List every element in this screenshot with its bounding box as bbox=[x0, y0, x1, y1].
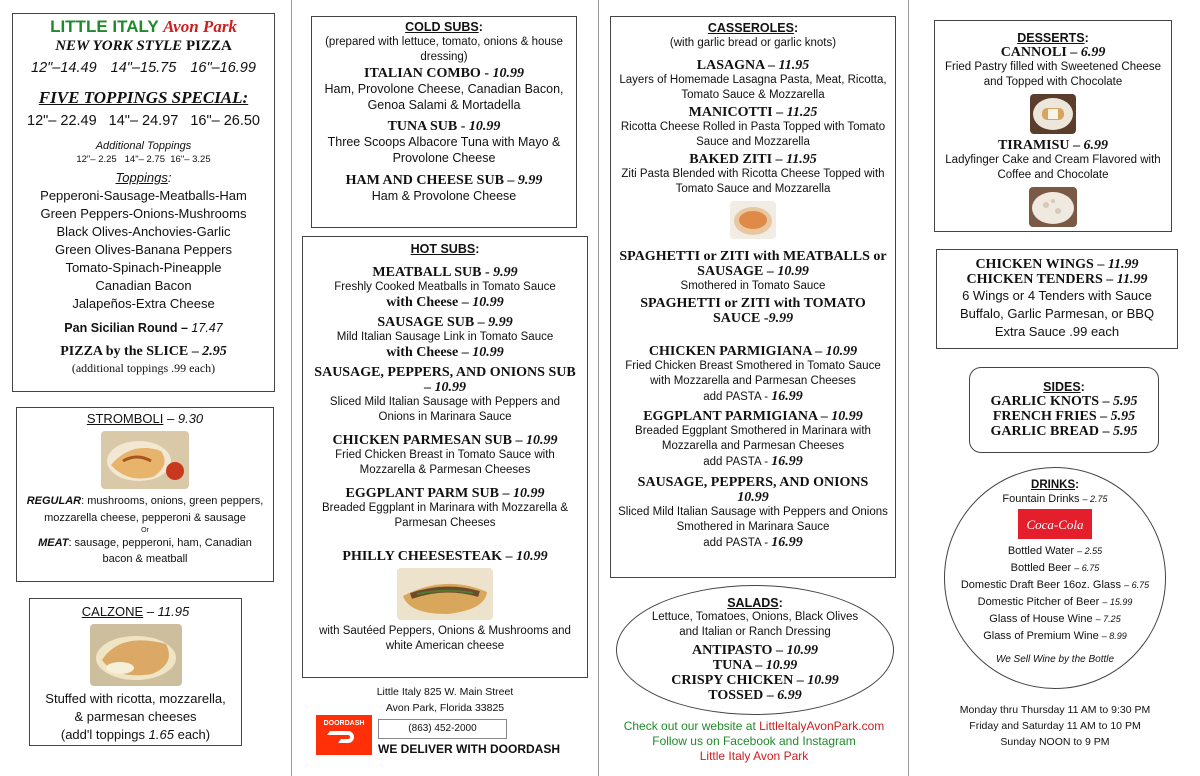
restaurant-name bbox=[13, 17, 274, 37]
svg-text:Coca-Cola: Coca-Cola bbox=[1026, 517, 1084, 532]
brand-avon-park: Avon Park bbox=[163, 17, 237, 36]
hours-line: Sunday NOON to 9 PM bbox=[1000, 736, 1110, 748]
phone-number[interactable]: (863) 452-2000 bbox=[378, 719, 507, 739]
address-block bbox=[305, 684, 585, 716]
stromboli-meat: MEAT: sausage, pepperoni, ham, Canadian bacon & meatball bbox=[38, 537, 252, 565]
coca-cola-logo bbox=[1018, 509, 1092, 539]
drink-item: Domestic Pitcher of Beer – 15.99 bbox=[977, 596, 1133, 608]
slice-note: (additional toppings .99 each) bbox=[71, 361, 216, 375]
pizza-section bbox=[12, 13, 275, 392]
social-name: Little Italy Avon Park bbox=[699, 749, 809, 763]
cold-subs-section bbox=[311, 16, 577, 228]
sides-title: SIDES: bbox=[1043, 380, 1085, 394]
social-line: Follow us on Facebook and Instagram bbox=[652, 734, 856, 748]
hours-line: Monday thru Thursday 11 AM to 9:30 PM bbox=[959, 704, 1151, 716]
baked-ziti-photo bbox=[730, 201, 776, 239]
chicken-tenders: CHICKEN TENDERS – 11.99 bbox=[966, 272, 1148, 287]
doordash-delivery: WE DELIVER WITH DOORDASH bbox=[378, 742, 560, 756]
drink-item: Glass of Premium Wine – 8.99 bbox=[983, 630, 1127, 642]
toppings-list bbox=[13, 187, 274, 313]
stromboli-regular: REGULAR: mushrooms, onions, green peppers, mozzarella cheese, pepperoni & sausage bbox=[26, 495, 264, 524]
fold-line-1 bbox=[291, 0, 292, 776]
parmigiana-item: EGGPLANT PARMIGIANA – 10.99 Breaded Eggplant Smothered in Marinara with Mozzarella and Parmesan Cheeses add PASTA - 16.99 bbox=[635, 409, 871, 469]
side-item: GARLIC KNOTS – 5.95 bbox=[990, 394, 1138, 409]
pasta-item: SPAGHETTI or ZITI with TOMATO SAUCE -9.99 bbox=[640, 296, 866, 326]
cold-subs-note: (prepared with lettuce, tomato, onions & house dressing) bbox=[325, 36, 563, 63]
salads-section bbox=[616, 585, 894, 715]
side-item: FRENCH FRIES – 5.95 bbox=[992, 409, 1136, 424]
five-toppings-title: FIVE TOPPINGS SPECIAL: bbox=[38, 88, 249, 107]
doordash-logo bbox=[316, 715, 372, 755]
chicken-wings: CHICKEN WINGS – 11.99 bbox=[975, 257, 1139, 272]
salads-title: SALADS: bbox=[727, 596, 783, 610]
calzone-section bbox=[29, 598, 242, 746]
toppings-line: Canadian Bacon bbox=[95, 278, 192, 293]
salad-item: CRISPY CHICKEN – 10.99 bbox=[671, 673, 839, 688]
cold-sub-item: TUNA SUB - 10.99 Three Scoops Albacore Tuna with Mayo & Provolone Cheese bbox=[327, 119, 561, 165]
tiramisu-photo bbox=[1029, 187, 1077, 227]
wings-section bbox=[936, 249, 1178, 349]
pasta-item: SPAGHETTI or ZITI with MEATBALLS or SAUSAGE – 10.99 Smothered in Tomato Sauce bbox=[619, 249, 887, 292]
cold-subs-title: COLD SUBS: bbox=[405, 20, 483, 34]
casserole-item: LASAGNA – 11.95 Layers of Homemade Lasagna Pasta, Meat, Ricotta, Tomato Sauce & Mozzarella bbox=[619, 58, 887, 101]
dessert-item: CANNOLI – 6.99 Fried Pastry filled with Sweetened Cheese and Topped with Chocolate bbox=[944, 45, 1162, 88]
parmigiana-item: CHICKEN PARMIGIANA – 10.99 Fried Chicken Breast Smothered in Tomato Sauce with Mozzarella and Parmesan Cheeses add PASTA - 16.99 bbox=[625, 344, 881, 404]
salad-item: TUNA – 10.99 bbox=[712, 658, 798, 673]
cannoli-photo bbox=[1030, 94, 1076, 134]
toppings-line: Pepperoni-Sausage-Meatballs-Ham bbox=[40, 188, 247, 203]
website-line: Check out our website at LittleItalyAvonPark.com bbox=[623, 719, 885, 733]
address-line: Little Italy 825 W. Main Street bbox=[376, 686, 514, 698]
additional-toppings-label: Additional Toppings bbox=[95, 140, 192, 152]
toppings-line: Green Peppers-Onions-Mushrooms bbox=[40, 206, 247, 221]
drinks-title: DRINKS: bbox=[1031, 479, 1079, 491]
toppings-line: Tomato-Spinach-Pineapple bbox=[65, 260, 222, 275]
brand-little-italy: LITTLE ITALY bbox=[50, 17, 159, 36]
svg-text:DOORDASH: DOORDASH bbox=[323, 720, 365, 727]
wings-desc: 6 Wings or 4 Tenders with Sauce Buffalo, Garlic Parmesan, or BBQ Extra Sauce .99 each bbox=[959, 288, 1155, 339]
toppings-line: Black Olives-Anchovies-Garlic bbox=[56, 224, 231, 239]
sides-section bbox=[969, 367, 1159, 453]
salad-item: ANTIPASTO – 10.99 bbox=[692, 643, 818, 658]
toppings-line: Green Olives-Banana Peppers bbox=[54, 242, 233, 257]
hours-block bbox=[930, 702, 1180, 750]
additional-toppings-prices: 12"– 2.25 14"– 2.75 16"– 3.25 bbox=[76, 154, 211, 165]
hot-subs-section bbox=[302, 236, 588, 678]
drinks-section bbox=[944, 467, 1166, 689]
casserole-item: BAKED ZITI – 11.95 Ziti Pasta Blended with Ricotta Cheese Topped with Tomato Sauce and Mozzarella bbox=[621, 152, 885, 195]
hot-sub-item: SAUSAGE SUB – 9.99 Mild Italian Sausage Link in Tomato Sauce with Cheese – 10.99 bbox=[336, 315, 554, 360]
stromboli-title: STROMBOLI – 9.30 bbox=[86, 411, 204, 426]
stromboli-or: Or bbox=[141, 527, 149, 534]
hot-sub-item: SAUSAGE, PEPPERS, AND ONIONS SUB – 10.99 Sliced Mild Italian Sausage with Peppers and Onions in Marinara Sauce bbox=[314, 365, 576, 423]
drinks-list bbox=[945, 543, 1165, 645]
fold-line-3 bbox=[908, 0, 909, 776]
salad-item: TOSSED – 6.99 bbox=[708, 688, 802, 703]
toppings-line: Jalapeños-Extra Cheese bbox=[72, 296, 215, 311]
calzone-photo bbox=[90, 624, 182, 686]
cold-sub-item: HAM AND CHEESE SUB – 9.99 Ham & Provolone Cheese bbox=[345, 173, 543, 203]
salads-desc: Lettuce, Tomatoes, Onions, Black Olives and Italian or Ranch Dressing bbox=[651, 611, 859, 638]
casseroles-note: (with garlic bread or garlic knots) bbox=[669, 37, 837, 49]
pizza-by-slice: PIZZA by the SLICE – 2.95 bbox=[60, 344, 227, 359]
drink-item: Domestic Draft Beer 16oz. Glass – 6.75 bbox=[960, 579, 1150, 591]
ny-style-title: NEW YORK STYLE PIZZA bbox=[55, 38, 232, 54]
dessert-item: TIRAMISU – 6.99 Ladyfinger Cake and Cream Flavored with Coffee and Chocolate bbox=[945, 138, 1161, 181]
drink-item: Bottled Water – 2.55 bbox=[1007, 545, 1103, 557]
wine-note: We Sell Wine by the Bottle bbox=[995, 654, 1115, 665]
hot-subs-title: HOT SUBS: bbox=[410, 242, 480, 256]
pan-sicilian: Pan Sicilian Round – 17.47 bbox=[64, 321, 223, 335]
calzone-desc: Stuffed with ricotta, mozzarella, & parmesan cheeses (add'l toppings 1.65 each) bbox=[45, 691, 226, 742]
drink-item: Glass of House Wine – 7.25 bbox=[989, 613, 1121, 625]
hot-sub-item: PHILLY CHEESESTEAK – 10.99 with Sautéed Peppers, Onions & Mushrooms and white American cheese bbox=[319, 549, 571, 652]
side-item: GARLIC BREAD – 5.95 bbox=[990, 424, 1138, 439]
cold-sub-item: ITALIAN COMBO - 10.99 Ham, Provolone Cheese, Canadian Bacon, Genoa Salami & Mortadella bbox=[324, 66, 564, 112]
website-link[interactable]: LittleItalyAvonPark.com bbox=[759, 719, 885, 733]
hours-line: Friday and Saturday 11 AM to 10 PM bbox=[969, 720, 1141, 732]
casserole-item: MANICOTTI – 11.25 Ricotta Cheese Rolled in Pasta Topped with Tomato Sauce and Mozzarella bbox=[620, 105, 886, 148]
toppings-label: Toppings: bbox=[115, 170, 172, 185]
parmigiana-item: SAUSAGE, PEPPERS, AND ONIONS 10.99 Sliced Mild Italian Sausage with Peppers and Onions Smothered in Marinara Sauce add PASTA - 16.99 bbox=[618, 475, 888, 550]
five-toppings-prices: 12"– 22.49 14"– 24.97 16"– 26.50 bbox=[27, 113, 260, 129]
web-block bbox=[606, 719, 902, 764]
philly-cheesesteak-photo bbox=[397, 568, 493, 620]
stromboli-section bbox=[16, 407, 274, 582]
address-line: Avon Park, Florida 33825 bbox=[385, 702, 505, 714]
fountain-drinks: Fountain Drinks – 2.75 bbox=[1002, 493, 1108, 505]
hot-sub-item: EGGPLANT PARM SUB – 10.99 Breaded Eggplant in Marinara with Mozzarella & Parmesan Cheeses bbox=[321, 486, 569, 529]
pizza-prices: 12"–14.49 14"–15.75 16"–16.99 bbox=[31, 60, 256, 76]
fold-line-2 bbox=[598, 0, 599, 776]
desserts-title: DESSERTS: bbox=[1017, 31, 1089, 45]
stromboli-photo bbox=[101, 431, 189, 489]
hot-sub-item: CHICKEN PARMESAN SUB – 10.99 Fried Chicken Breast in Tomato Sauce with Mozzarella & Parmesan Cheeses bbox=[332, 433, 558, 476]
desserts-section bbox=[934, 20, 1172, 232]
casseroles-title: CASSEROLES: bbox=[707, 21, 799, 35]
casseroles-section bbox=[610, 16, 896, 578]
hot-sub-item: MEATBALL SUB - 9.99 Freshly Cooked Meatballs in Tomato Sauce with Cheese – 10.99 bbox=[334, 265, 556, 310]
calzone-title: CALZONE – 11.95 bbox=[81, 604, 190, 619]
drink-item: Bottled Beer – 6.75 bbox=[1010, 562, 1100, 574]
